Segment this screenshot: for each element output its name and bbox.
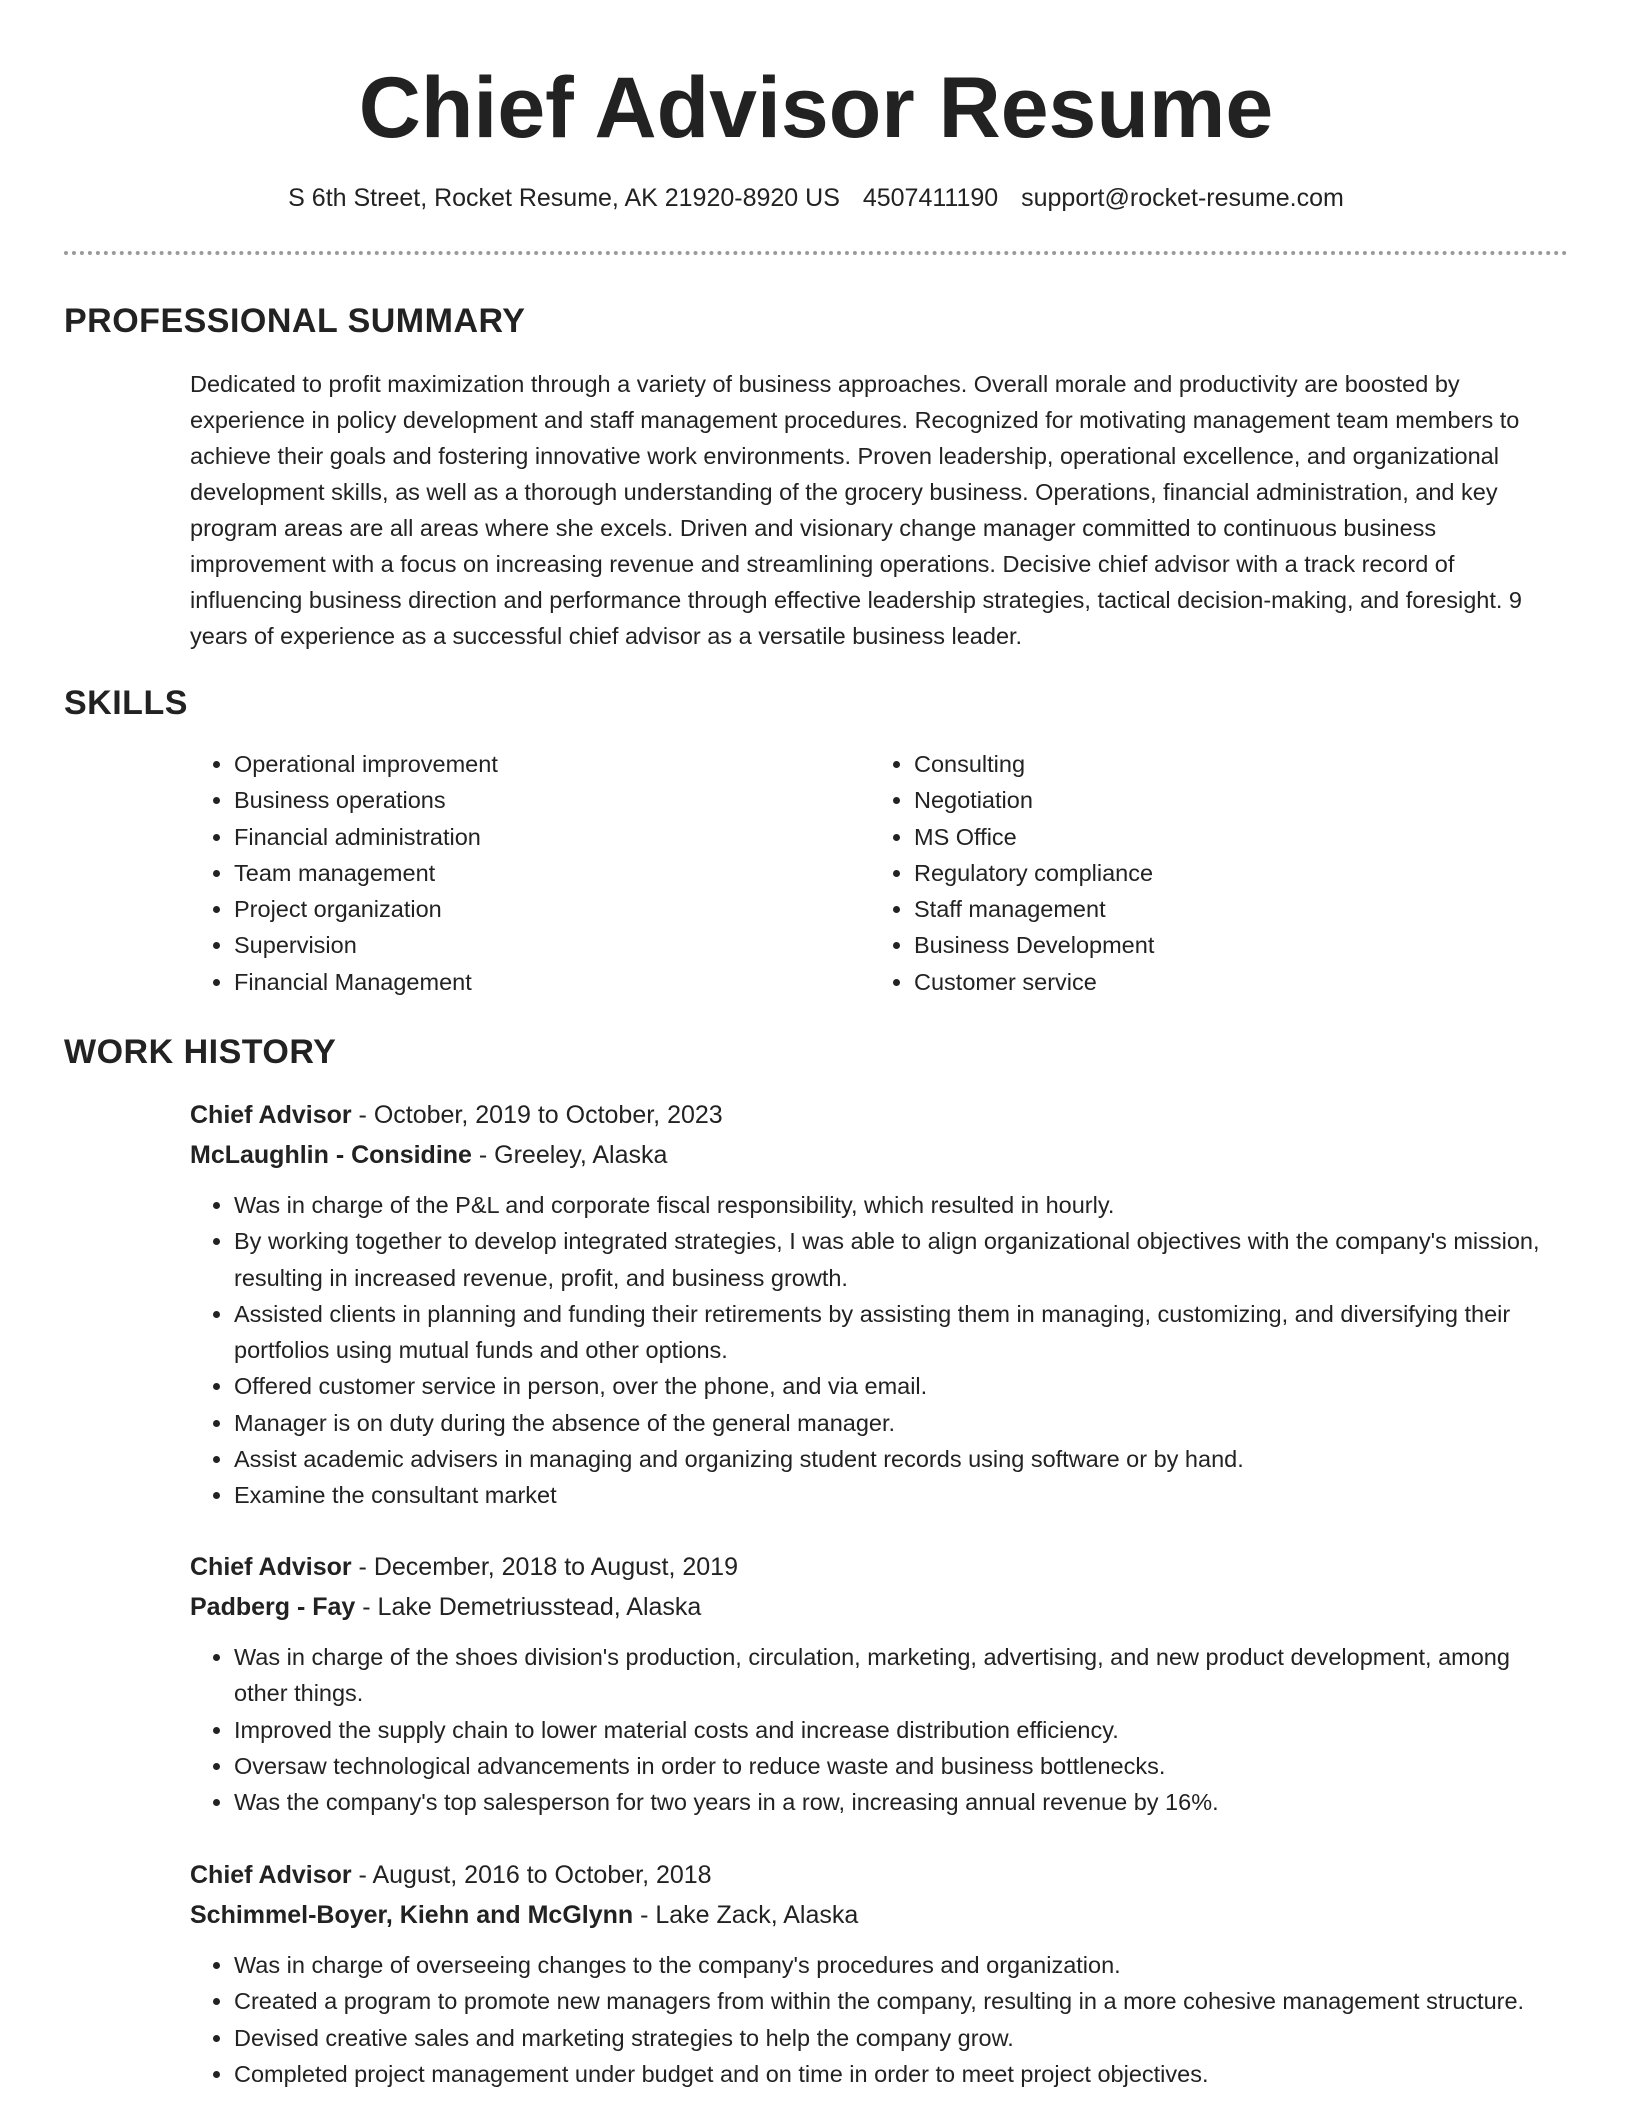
job-title-line [190,1095,1560,1135]
skill-item: • Consulting [914,746,1550,782]
skill-item: • Financial Management [234,964,870,1000]
job-bullet: • Was in charge of the shoes division's production, circulation, marketing, advertising, and new product development, among other things. [234,1639,1560,1712]
job-bullet: • Was in charge of overseeing changes to the company's procedures and organization. [234,1947,1560,1983]
skill-item: • Business operations [234,782,870,818]
skill-item: • MS Office [914,819,1550,855]
job-location: - Lake Demetriusstead, Alaska [355,1593,702,1621]
job-title: Chief Advisor [190,1101,352,1129]
job-bullets [190,1639,1560,1820]
header-divider [64,251,1568,255]
job-bullet: • Improved the supply chain to lower material costs and increase distribution efficiency. [234,1712,1560,1748]
phone: 4507411190 [862,184,999,212]
job-bullet: • Examine the consultant market [234,1477,1560,1513]
resume-title: Chief Advisor Resume [358,60,1274,156]
job-title-line [190,1855,1560,1895]
skill-item: • Project organization [234,891,870,927]
job-company: Padberg - Fay [190,1593,356,1621]
skill-item: • Operational improvement [234,746,870,782]
job-bullets [190,1947,1560,2092]
job-company-line [190,1135,1560,1175]
job-entry [190,1855,1560,2092]
skills-heading: SKILLS [64,684,188,722]
job-title-line [190,1547,1560,1587]
skills-list [190,746,1560,1000]
job-dates: - October, 2019 to October, 2023 [351,1101,723,1129]
job-dates: - August, 2016 to October, 2018 [351,1861,712,1889]
job-bullet: • Created a program to promote new managers from within the company, resulting in a more cohesive management structure. [234,1983,1560,2019]
job-bullet: • Offered customer service in person, over the phone, and via email. [234,1368,1560,1404]
work-history-heading: WORK HISTORY [64,1033,337,1071]
job-entry [190,1095,1560,1514]
job-bullet: • Was the company's top salesperson for two years in a row, increasing annual revenue by 16%. [234,1784,1560,1820]
job-company: McLaughlin - Considine [190,1141,472,1169]
job-bullet: • Manager is on duty during the absence of the general manager. [234,1405,1560,1441]
summary-text: Dedicated to profit maximization through a variety of business approaches. Overall morale and productivity are boosted by experience in policy development and staff management procedures. Recognized for motivating management team members to achieve their goals and fostering innovative work environments. Proven leadership, operational excellence, and organizational development skills, as well as a thorough understanding of the grocery business. Operations, financial administration, and key program areas are all areas where she excels. Driven and visionary change manager committed to continuous business improvement with a focus on increasing revenue and streamlining operations. Decisive chief advisor with a track record of influencing business direction and performance through effective leadership strategies, tactical decision-making, and foresight. 9 years of experience as a successful chief advisor as a versatile business leader. [190,371,1522,649]
job-location: - Greeley, Alaska [471,1141,668,1169]
job-bullet: • Oversaw technological advancements in order to reduce waste and business bottlenecks. [234,1748,1560,1784]
job-bullet: • Devised creative sales and marketing strategies to help the company grow. [234,2020,1560,2056]
job-bullet: • Was in charge of the P&L and corporate fiscal responsibility, which resulted in hourly. [234,1187,1560,1223]
job-bullet: • Completed project management under budget and on time in order to meet project objectives. [234,2056,1560,2092]
skill-item: • Business Development [914,927,1550,963]
skills-column-left [190,746,870,1000]
job-bullet: • By working together to develop integrated strategies, I was able to align organizational objectives with the company's mission, resulting in increased revenue, profit, and business growth. [234,1223,1560,1296]
job-title: Chief Advisor [190,1553,352,1581]
skill-item: • Supervision [234,927,870,963]
job-company-line [190,1895,1560,1935]
skill-item: • Negotiation [914,782,1550,818]
skill-item: • Regulatory compliance [914,855,1550,891]
job-bullet: • Assist academic advisers in managing and organizing student records using software or by hand. [234,1441,1560,1477]
job-title: Chief Advisor [190,1861,352,1889]
summary-heading: PROFESSIONAL SUMMARY [64,302,526,340]
job-company-line [190,1587,1560,1627]
email: support@rocket-resume.com [1021,184,1344,212]
skill-item: • Financial administration [234,819,870,855]
job-bullet: • Assisted clients in planning and funding their retirements by assisting them in managing, customizing, and diversifying their portfolios using mutual funds and other options. [234,1296,1560,1369]
job-entry [190,1547,1560,1820]
address: S 6th Street, Rocket Resume, AK 21920-8920 US [288,184,840,212]
contact-line [0,182,1632,214]
job-company: Schimmel-Boyer, Kiehn and McGlynn [190,1901,634,1929]
skill-item: • Customer service [914,964,1550,1000]
skill-item: • Team management [234,855,870,891]
job-bullets [190,1187,1560,1514]
skills-column-right [870,746,1550,1000]
job-dates: - December, 2018 to August, 2019 [351,1553,738,1581]
skill-item: • Staff management [914,891,1550,927]
job-location: - Lake Zack, Alaska [633,1901,859,1929]
